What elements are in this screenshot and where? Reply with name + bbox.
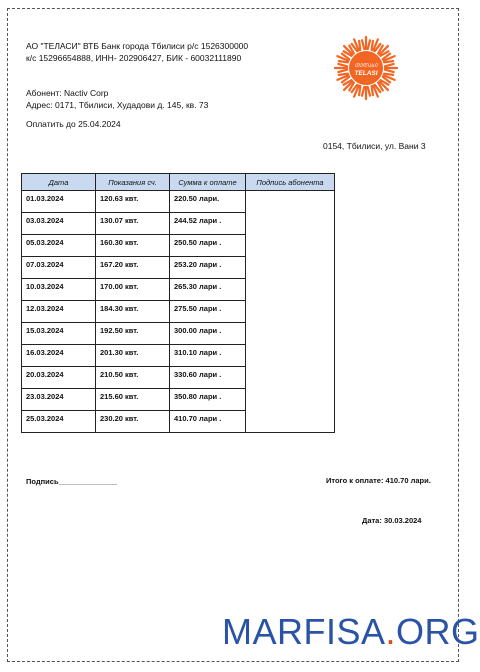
watermark-part-org: ORG xyxy=(396,611,480,652)
row-date: 15.03.2024 xyxy=(22,323,96,345)
logo-ray xyxy=(338,70,347,72)
row-reading: 201.30 квт. xyxy=(96,345,170,367)
row-date: 07.03.2024 xyxy=(22,257,96,279)
marfisa-watermark xyxy=(222,612,480,652)
watermark-part-fisa: FISA xyxy=(303,611,386,652)
row-amount: 244.52 лари . xyxy=(170,213,246,235)
row-signature-cell xyxy=(246,235,335,257)
logo-ray xyxy=(362,87,364,96)
logo-ray xyxy=(368,40,370,49)
row-amount: 410.70 лари . xyxy=(170,411,246,433)
row-signature-cell xyxy=(246,367,335,389)
row-date: 25.03.2024 xyxy=(22,411,96,433)
row-amount: 300.00 лари . xyxy=(170,323,246,345)
table-row xyxy=(22,279,335,301)
subscriber-address: Адрес: 0171, Тбилиси, Худадови д. 145, кв. 73 xyxy=(26,100,209,110)
column-header-amount: Сумма к оплате xyxy=(170,174,246,191)
logo-text-latin: TELASI xyxy=(354,70,378,77)
table-row xyxy=(22,213,335,235)
row-signature-cell xyxy=(246,411,335,433)
table-header-row xyxy=(22,174,335,191)
row-signature-cell xyxy=(246,279,335,301)
logo-text-georgian: ᲗᲔᲚᲐᲡᲘ xyxy=(354,63,378,69)
telasi-sun-logo-icon xyxy=(332,34,400,102)
watermark-part-mar: MAR xyxy=(222,611,304,652)
logo-ray xyxy=(362,40,364,49)
row-signature-cell xyxy=(246,213,335,235)
logo-ray xyxy=(338,64,347,66)
row-reading: 230.20 квт. xyxy=(96,411,170,433)
signature-line: Подпись______________ xyxy=(26,477,117,486)
office-address: 0154, Тбилиси, ул. Вани 3 xyxy=(323,141,426,151)
row-date: 20.03.2024 xyxy=(22,367,96,389)
row-reading: 130.07 квт. xyxy=(96,213,170,235)
logo-ray xyxy=(339,74,348,75)
table-row xyxy=(22,367,335,389)
logo-ray xyxy=(384,74,393,75)
row-date: 01.03.2024 xyxy=(22,191,96,213)
row-signature-cell xyxy=(246,191,335,213)
row-reading: 120.63 квт. xyxy=(96,191,170,213)
row-date: 12.03.2024 xyxy=(22,301,96,323)
logo-ray xyxy=(372,41,373,50)
row-amount: 220.50 лари. xyxy=(170,191,246,213)
row-date: 16.03.2024 xyxy=(22,345,96,367)
row-date: 23.03.2024 xyxy=(22,389,96,411)
row-amount: 330.60 лари . xyxy=(170,367,246,389)
row-signature-cell xyxy=(246,301,335,323)
row-reading: 192.50 квт. xyxy=(96,323,170,345)
row-amount: 310.10 лари . xyxy=(170,345,246,367)
row-date: 05.03.2024 xyxy=(22,235,96,257)
row-signature-cell xyxy=(246,257,335,279)
row-amount: 265.30 лари . xyxy=(170,279,246,301)
row-signature-cell xyxy=(246,345,335,367)
logo-ray xyxy=(368,87,370,96)
bank-details-line-2: к/с 15296654888, ИНН- 202906427, БИК - 60032111890 xyxy=(26,53,242,63)
subscriber-name: Абонент: Nactiv Corp xyxy=(26,88,109,98)
table-row xyxy=(22,191,335,213)
table-row xyxy=(22,235,335,257)
logo-ray xyxy=(359,41,360,50)
column-header-signature: Подпись абонента xyxy=(246,174,335,191)
row-date: 10.03.2024 xyxy=(22,279,96,301)
readings-table xyxy=(21,173,335,433)
table-row xyxy=(22,301,335,323)
bank-details-line-1: АО "ТЕЛАСИ" ВТБ Банк города Тбилиси р/с 1526300000 xyxy=(26,41,249,51)
column-header-date: Дата xyxy=(22,174,96,191)
row-amount: 350.80 лари . xyxy=(170,389,246,411)
logo-ray xyxy=(385,70,394,72)
row-reading: 210.50 квт. xyxy=(96,367,170,389)
logo-ray xyxy=(339,61,348,62)
logo-ray xyxy=(384,61,393,62)
table-row xyxy=(22,345,335,367)
row-reading: 170.00 квт. xyxy=(96,279,170,301)
row-signature-cell xyxy=(246,389,335,411)
document-date: Дата: 30.03.2024 xyxy=(362,516,422,525)
column-header-reading: Показания сч. xyxy=(96,174,170,191)
row-reading: 160.30 квт. xyxy=(96,235,170,257)
table-row xyxy=(22,323,335,345)
logo-ray xyxy=(372,86,373,95)
row-date: 03.03.2024 xyxy=(22,213,96,235)
logo-ray xyxy=(385,64,394,66)
table-row xyxy=(22,257,335,279)
pay-by-date: Оплатить до 25.04.2024 xyxy=(26,119,121,129)
row-amount: 253.20 лари . xyxy=(170,257,246,279)
total-amount: Итого к оплате: 410.70 лари. xyxy=(326,476,431,485)
row-amount: 275.50 лари . xyxy=(170,301,246,323)
watermark-dot: . xyxy=(385,611,397,652)
table-row xyxy=(22,389,335,411)
row-reading: 184.30 квт. xyxy=(96,301,170,323)
row-amount: 250.50 лари . xyxy=(170,235,246,257)
logo-ray xyxy=(359,86,360,95)
table-row xyxy=(22,411,335,433)
row-signature-cell xyxy=(246,323,335,345)
row-reading: 167.20 квт. xyxy=(96,257,170,279)
row-reading: 215.60 квт. xyxy=(96,389,170,411)
